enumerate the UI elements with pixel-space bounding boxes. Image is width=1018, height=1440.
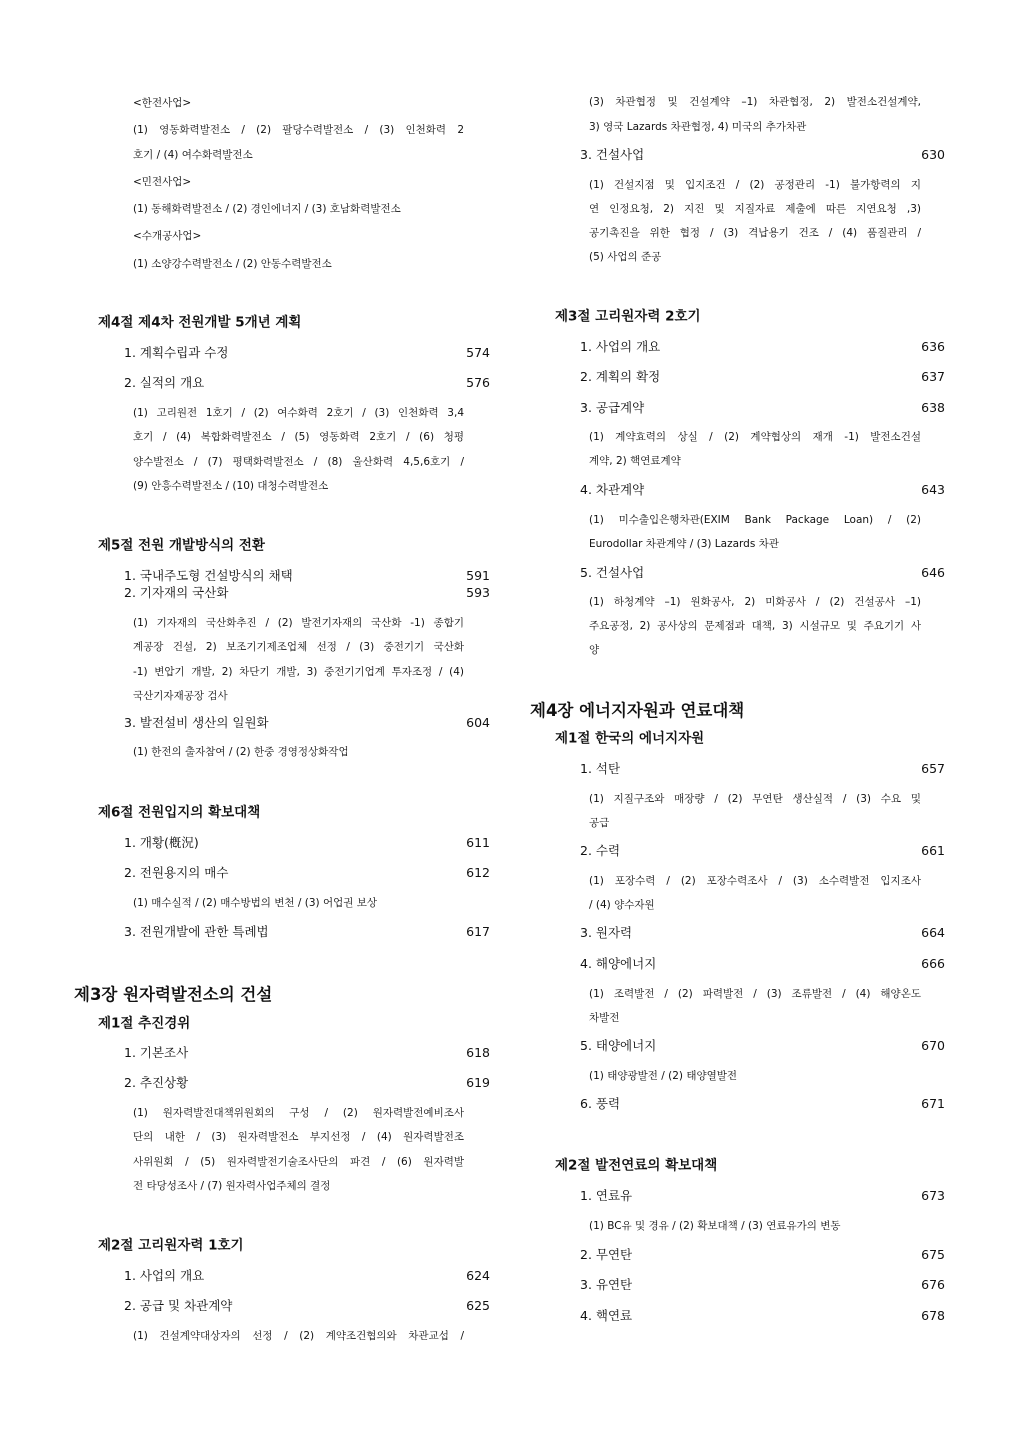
toc-entry <box>124 1267 490 1283</box>
toc-subentry: (1) 지질구조와 매장량 / (2) 무연탄 생산실적 / (3) 수요 및 <box>589 792 921 805</box>
toc-subentry: 양 <box>589 643 600 656</box>
page-number: 618 <box>466 1044 490 1060</box>
toc-entry <box>580 1307 945 1323</box>
page-number: 617 <box>466 923 490 939</box>
entry-title: 2. 수력 <box>580 842 621 858</box>
toc-entry <box>580 924 945 940</box>
toc-subentry: (1) 포장수력 / (2) 포장수력조사 / (3) 소수력발전 입지조사 <box>589 874 921 887</box>
toc-subentry: 전 타당성조사 / (7) 원자력사업주체의 결정 <box>133 1179 331 1192</box>
toc-entry <box>580 760 945 776</box>
toc-subentry: 양수발전소 / (7) 평택화력발전소 / (8) 울산화력 4,5,6호기 / <box>133 455 464 468</box>
entry-title: 1. 기본조사 <box>124 1044 189 1060</box>
page-number: 678 <box>921 1307 945 1323</box>
toc-subentry: (1) 건설계약대상자의 선정 / (2) 계약조건협의와 차관교섭 / <box>133 1329 464 1342</box>
entry-title: 3. 전원개발에 관한 특례법 <box>124 923 269 939</box>
page-number: 624 <box>466 1267 490 1283</box>
toc-subentry: (1) 미수출입은행차관(EXIM Bank Package Loan) / (2) <box>589 513 921 526</box>
toc-subentry: (1) 계약효력의 상실 / (2) 계약협상의 재개 -1) 발전소건설 <box>589 430 921 443</box>
page-number: 625 <box>466 1297 490 1313</box>
toc-subentry: 3) 영국 Lazards 차관협정, 4) 미국의 추가차관 <box>589 120 807 133</box>
toc-subentry: 단의 내한 / (3) 원자력발전소 부지선정 / (4) 원자력발전조 <box>133 1130 464 1143</box>
toc-subentry: 공기촉진을 위한 협정 / (3) 격납용기 건조 / (4) 품질관리 / <box>589 226 921 239</box>
toc-entry <box>124 834 490 850</box>
toc-entry <box>124 714 490 730</box>
page-number: 619 <box>466 1074 490 1090</box>
toc-subentry: (1) 하청계약 –1) 원화공사, 2) 미화공사 / (2) 건설공사 –1) <box>589 595 921 608</box>
toc-subentry: 주요공정, 2) 공사상의 문제점과 대책, 3) 시설규모 및 주요기기 사 <box>589 619 921 632</box>
toc-subentry: -1) 변압기 개발, 2) 차단기 개발, 3) 중전기기업계 투자조정 / (4) <box>133 665 464 678</box>
page-number: 643 <box>921 481 945 497</box>
page-number: 675 <box>921 1246 945 1262</box>
page-number: 593 <box>466 584 490 600</box>
toc-subentry: 공급 <box>589 816 610 829</box>
toc-subentry: (3) 차관협정 및 건설계약 –1) 차관협정, 2) 발전소건설계약, <box>589 95 921 108</box>
section-heading: 제2절 고리원자력 1호기 <box>98 1237 244 1254</box>
toc-subentry: <한전사업> <box>133 96 192 109</box>
toc-entry <box>580 338 945 354</box>
section-heading: 제4절 제4차 전원개발 5개년 계획 <box>98 314 302 331</box>
page-number: 670 <box>921 1037 945 1053</box>
toc-entry <box>580 399 945 415</box>
toc-subentry: 계약, 2) 핵연료계약 <box>589 454 681 467</box>
entry-title: 4. 핵연료 <box>580 1307 633 1323</box>
toc-entry <box>124 1074 490 1090</box>
toc-subentry: (5) 사업의 준공 <box>589 250 662 263</box>
toc-subentry: (1) 원자력발전대책위원회의 구성 / (2) 원자력발전예비조사 <box>133 1106 464 1119</box>
toc-entry <box>124 923 490 939</box>
entry-title: 3. 건설사업 <box>580 146 645 162</box>
page-number: 673 <box>921 1187 945 1203</box>
toc-subentry: (1) 조력발전 / (2) 파력발전 / (3) 조류발전 / (4) 해양온도 <box>589 987 921 1000</box>
toc-subentry: (1) BC유 및 경유 / (2) 확보대책 / (3) 연료유가의 변동 <box>589 1219 841 1232</box>
entry-title: 1. 계획수립과 수정 <box>124 344 229 360</box>
toc-entry <box>580 1095 945 1111</box>
chapter-heading: 제3장 원자력발전소의 건설 <box>74 984 273 1004</box>
page-number: 636 <box>921 338 945 354</box>
toc-entry <box>580 368 945 384</box>
toc-entry <box>124 374 490 390</box>
entry-title: 2. 기자재의 국산화 <box>124 584 229 600</box>
toc-entry <box>580 842 945 858</box>
toc-subentry: (1) 동해화력발전소 / (2) 경인에너지 / (3) 호남화력발전소 <box>133 202 401 215</box>
page-number: 574 <box>466 344 490 360</box>
section-heading: 제5절 전원 개발방식의 전환 <box>98 537 265 554</box>
toc-subentry: 국산기자재공장 검사 <box>133 689 228 702</box>
section-heading: 제2절 발전연료의 확보대책 <box>555 1157 718 1174</box>
page-number: 646 <box>921 564 945 580</box>
page-number: 637 <box>921 368 945 384</box>
page-number: 657 <box>921 760 945 776</box>
toc-subentry: 차발전 <box>589 1011 620 1024</box>
toc-entry <box>580 146 945 162</box>
toc-subentry: 호기 / (4) 복합화력발전소 / (5) 영동화력 2호기 / (6) 청평 <box>133 430 464 443</box>
toc-entry <box>580 955 945 971</box>
entry-title: 2. 실적의 개요 <box>124 374 205 390</box>
section-heading: 제6절 전원입지의 확보대책 <box>98 804 261 821</box>
toc-subentry: <수개공사업> <box>133 229 202 242</box>
entry-title: 5. 태양에너지 <box>580 1037 657 1053</box>
entry-title: 3. 공급계약 <box>580 399 645 415</box>
page-number: 611 <box>466 834 490 850</box>
entry-title: 3. 발전설비 생산의 일원화 <box>124 714 269 730</box>
toc-entry <box>580 1246 945 1262</box>
toc-entry <box>580 564 945 580</box>
entry-title: 1. 사업의 개요 <box>580 338 661 354</box>
page-number: 661 <box>921 842 945 858</box>
entry-title: 3. 유연탄 <box>580 1276 633 1292</box>
toc-subentry: Eurodollar 차관계약 / (3) Lazards 차관 <box>589 537 779 550</box>
toc-subentry: (1) 기자재의 국산화추진 / (2) 발전기자재의 국산화 -1) 종합기 <box>133 616 464 629</box>
toc-entry <box>124 584 490 600</box>
entry-title: 2. 계획의 확정 <box>580 368 661 384</box>
toc-subentry: 계공장 건설, 2) 보조기기제조업체 선정 / (3) 중전기기 국산화 <box>133 640 464 653</box>
toc-subentry: 호기 / (4) 여수화력발전소 <box>133 148 253 161</box>
toc-subentry: (1) 영동화력발전소 / (2) 팔당수력발전소 / (3) 인천화력 2 <box>133 123 464 136</box>
toc-subentry: (1) 태양광발전 / (2) 태양열발전 <box>589 1069 738 1082</box>
toc-subentry: 연 인정요청, 2) 지진 및 지질자료 제출에 따른 지연요청 ,3) <box>589 202 921 215</box>
entry-title: 2. 무연탄 <box>580 1246 633 1262</box>
toc-subentry: <민전사업> <box>133 175 192 188</box>
page-number: 630 <box>921 146 945 162</box>
toc-subentry: (1) 소양강수력발전소 / (2) 안동수력발전소 <box>133 257 332 270</box>
toc-entry <box>580 1276 945 1292</box>
entry-title: 1. 사업의 개요 <box>124 1267 205 1283</box>
section-heading: 제3절 고리원자력 2호기 <box>555 308 701 325</box>
toc-subentry: / (4) 양수자원 <box>589 898 655 911</box>
toc-subentry: (1) 건설지점 및 입지조건 / (2) 공정관리 -1) 불가항력의 지 <box>589 178 921 191</box>
page-number: 591 <box>466 567 490 583</box>
entry-title: 1. 연료유 <box>580 1187 633 1203</box>
toc-entry <box>124 1297 490 1313</box>
entry-title: 4. 해양에너지 <box>580 955 657 971</box>
page-number: 666 <box>921 955 945 971</box>
toc-entry <box>124 344 490 360</box>
page-number: 664 <box>921 924 945 940</box>
section-heading: 제1절 한국의 에너지자원 <box>555 730 705 747</box>
toc-entry <box>580 1187 945 1203</box>
chapter-heading: 제4장 에너지자원과 연료대책 <box>530 700 745 720</box>
entry-title: 2. 추진상황 <box>124 1074 189 1090</box>
page-number: 604 <box>466 714 490 730</box>
page-number: 612 <box>466 864 490 880</box>
toc-entry <box>580 481 945 497</box>
entry-title: 4. 차관계약 <box>580 481 645 497</box>
toc-entry <box>580 1037 945 1053</box>
entry-title: 1. 석탄 <box>580 760 621 776</box>
page-number: 671 <box>921 1095 945 1111</box>
page-number: 576 <box>466 374 490 390</box>
section-heading: 제1절 추진경위 <box>98 1015 191 1032</box>
toc-entry <box>124 567 490 583</box>
toc-subentry: 사위원회 / (5) 원자력발전기술조사단의 파견 / (6) 원자력발 <box>133 1155 464 1168</box>
page-number: 676 <box>921 1276 945 1292</box>
entry-title: 3. 원자력 <box>580 924 633 940</box>
toc-subentry: (1) 고리원전 1호기 / (2) 여수화력 2호기 / (3) 인천화력 3,4 <box>133 406 464 419</box>
toc-subentry: (1) 한전의 출자참여 / (2) 한중 경영정상화작업 <box>133 745 349 758</box>
entry-title: 2. 공급 및 차관계약 <box>124 1297 233 1313</box>
entry-title: 6. 풍력 <box>580 1095 621 1111</box>
toc-entry <box>124 1044 490 1060</box>
toc-subentry: (9) 안흥수력발전소 / (10) 대청수력발전소 <box>133 479 329 492</box>
toc-entry <box>124 864 490 880</box>
entry-title: 1. 개황(槪況) <box>124 834 199 850</box>
entry-title: 5. 건설사업 <box>580 564 645 580</box>
entry-title: 2. 전원용지의 매수 <box>124 864 229 880</box>
page-number: 638 <box>921 399 945 415</box>
entry-title: 1. 국내주도형 건설방식의 채택 <box>124 567 293 583</box>
toc-subentry: (1) 매수실적 / (2) 매수방법의 변천 / (3) 어업권 보상 <box>133 896 378 909</box>
